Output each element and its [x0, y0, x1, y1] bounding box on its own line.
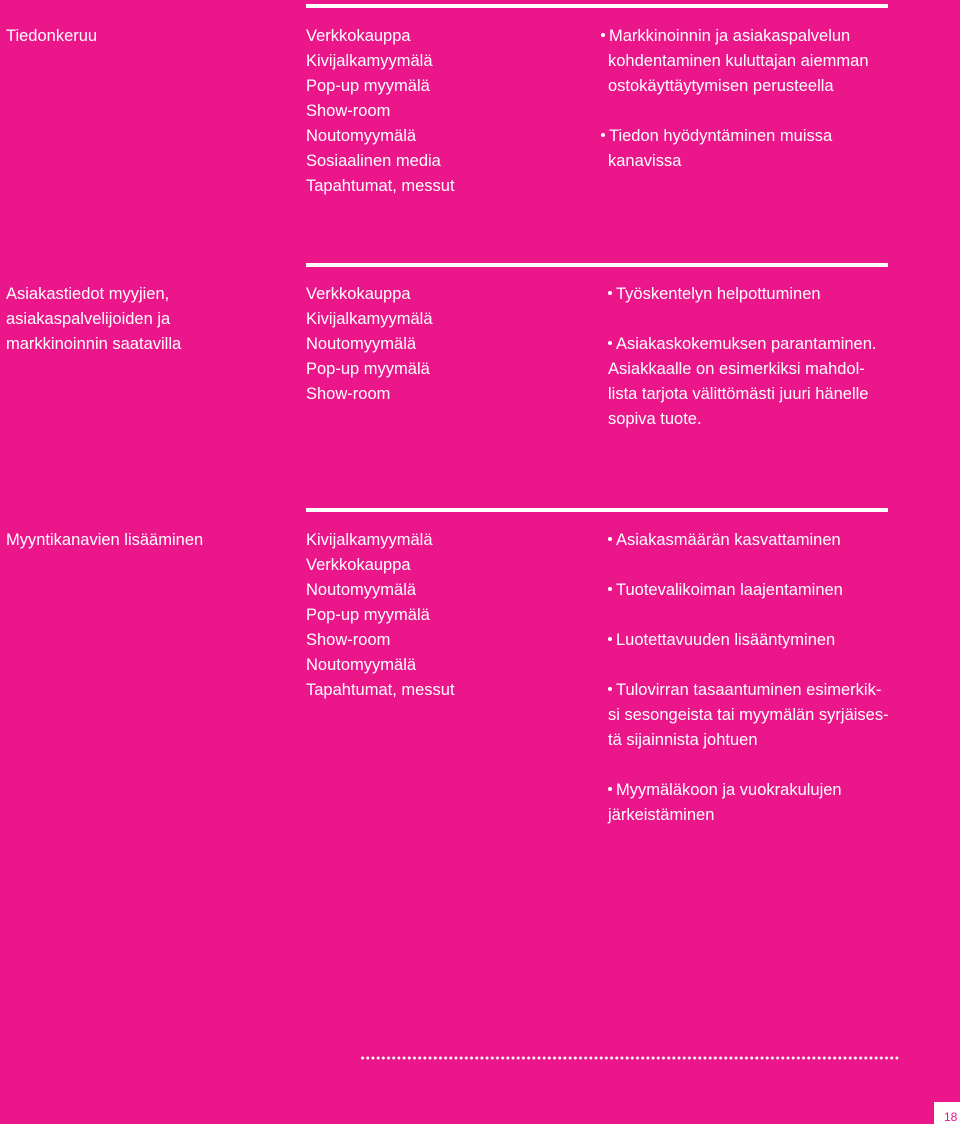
dotted-divider	[360, 1055, 900, 1061]
section-label	[6, 282, 296, 357]
bullet-icon	[601, 33, 605, 37]
benefit-list	[608, 528, 898, 853]
label-line: asiakaspalvelijoiden ja	[6, 310, 171, 328]
channel-item: Show-room	[306, 631, 391, 649]
benefit-item	[608, 24, 898, 99]
channel-item: Noutomyymälä	[306, 656, 417, 674]
channel-item: Tapahtumat, messut	[306, 681, 455, 699]
channel-item: Pop-up myymälä	[306, 77, 430, 95]
benefit-item	[608, 778, 898, 828]
benefit-text: tä sijainnista johtuen	[608, 731, 758, 749]
channel-item: Tapahtumat, messut	[306, 177, 455, 195]
section-label	[6, 24, 296, 49]
channel-item: Pop-up myymälä	[306, 606, 430, 624]
benefit-text: Asiakaskokemuksen parantaminen.	[616, 335, 877, 353]
channel-item: Show-room	[306, 102, 391, 120]
channel-item: Show-room	[306, 385, 391, 403]
label-line: markkinoinnin saatavilla	[6, 335, 182, 353]
benefit-item	[608, 628, 898, 653]
bullet-icon	[608, 341, 612, 345]
bullet-icon	[608, 687, 612, 691]
channel-list	[306, 24, 596, 199]
benefit-text: Myymäläkoon ja vuokrakulujen	[616, 781, 842, 799]
section-divider-3	[306, 508, 888, 512]
channel-item: Noutomyymälä	[306, 581, 417, 599]
channel-item: Pop-up myymälä	[306, 360, 430, 378]
benefit-list	[608, 24, 898, 199]
section-divider-2	[306, 263, 888, 267]
bullet-icon	[608, 537, 612, 541]
benefit-text: ostokäyttäytymisen perusteella	[608, 77, 834, 95]
benefit-item	[608, 282, 898, 307]
benefit-text: Tuotevalikoiman laajentaminen	[616, 581, 843, 599]
label-line: Asiakastiedot myyjien,	[6, 285, 170, 303]
bullet-icon	[608, 787, 612, 791]
page-number: 18	[944, 1110, 958, 1124]
benefit-text: Markkinoinnin ja asiakaspalvelun	[609, 27, 851, 45]
channel-item: Verkkokauppa	[306, 27, 411, 45]
benefit-item	[608, 528, 898, 553]
benefit-item	[608, 678, 898, 753]
channel-item: Kivijalkamyymälä	[306, 52, 433, 70]
benefit-text: Luotettavuuden lisääntyminen	[616, 631, 836, 649]
benefit-text: Asiakasmäärän kasvattaminen	[616, 531, 841, 549]
benefit-item	[608, 124, 898, 174]
benefit-text: kanavissa	[608, 152, 682, 170]
channel-item: Sosiaalinen media	[306, 152, 441, 170]
bullet-icon	[608, 587, 612, 591]
benefit-text: Asiakkaalle on esimerkiksi mahdol-	[608, 360, 865, 378]
benefit-text: sopiva tuote.	[608, 410, 702, 428]
benefit-item	[608, 578, 898, 603]
benefit-item	[608, 332, 898, 432]
bullet-icon	[608, 637, 612, 641]
benefit-text: Tulovirran tasaantuminen esimerkik-	[616, 681, 882, 699]
bullet-icon	[601, 133, 605, 137]
benefit-text: kohdentaminen kuluttajan aiemman	[608, 52, 869, 70]
bullet-icon	[608, 291, 612, 295]
channel-item: Kivijalkamyymälä	[306, 310, 433, 328]
benefit-text: lista tarjota välittömästi juuri hänelle	[608, 385, 869, 403]
label-line: Myyntikanavien lisääminen	[6, 531, 204, 549]
label-line: Tiedonkeruu	[6, 27, 98, 45]
channel-item: Verkkokauppa	[306, 556, 411, 574]
channel-item: Noutomyymälä	[306, 335, 417, 353]
benefit-text: si sesongeista tai myymälän syrjäises-	[608, 706, 889, 724]
section-divider-1	[306, 4, 888, 8]
benefit-text: Tiedon hyödyntäminen muissa	[609, 127, 833, 145]
channel-item: Kivijalkamyymälä	[306, 531, 433, 549]
channel-item: Verkkokauppa	[306, 285, 411, 303]
benefit-text: järkeistäminen	[608, 806, 715, 824]
channel-list	[306, 528, 596, 703]
channel-item: Noutomyymälä	[306, 127, 417, 145]
channel-list	[306, 282, 596, 407]
benefit-text: Työskentelyn helpottuminen	[616, 285, 821, 303]
section-label	[6, 528, 296, 553]
benefit-list	[608, 282, 898, 457]
